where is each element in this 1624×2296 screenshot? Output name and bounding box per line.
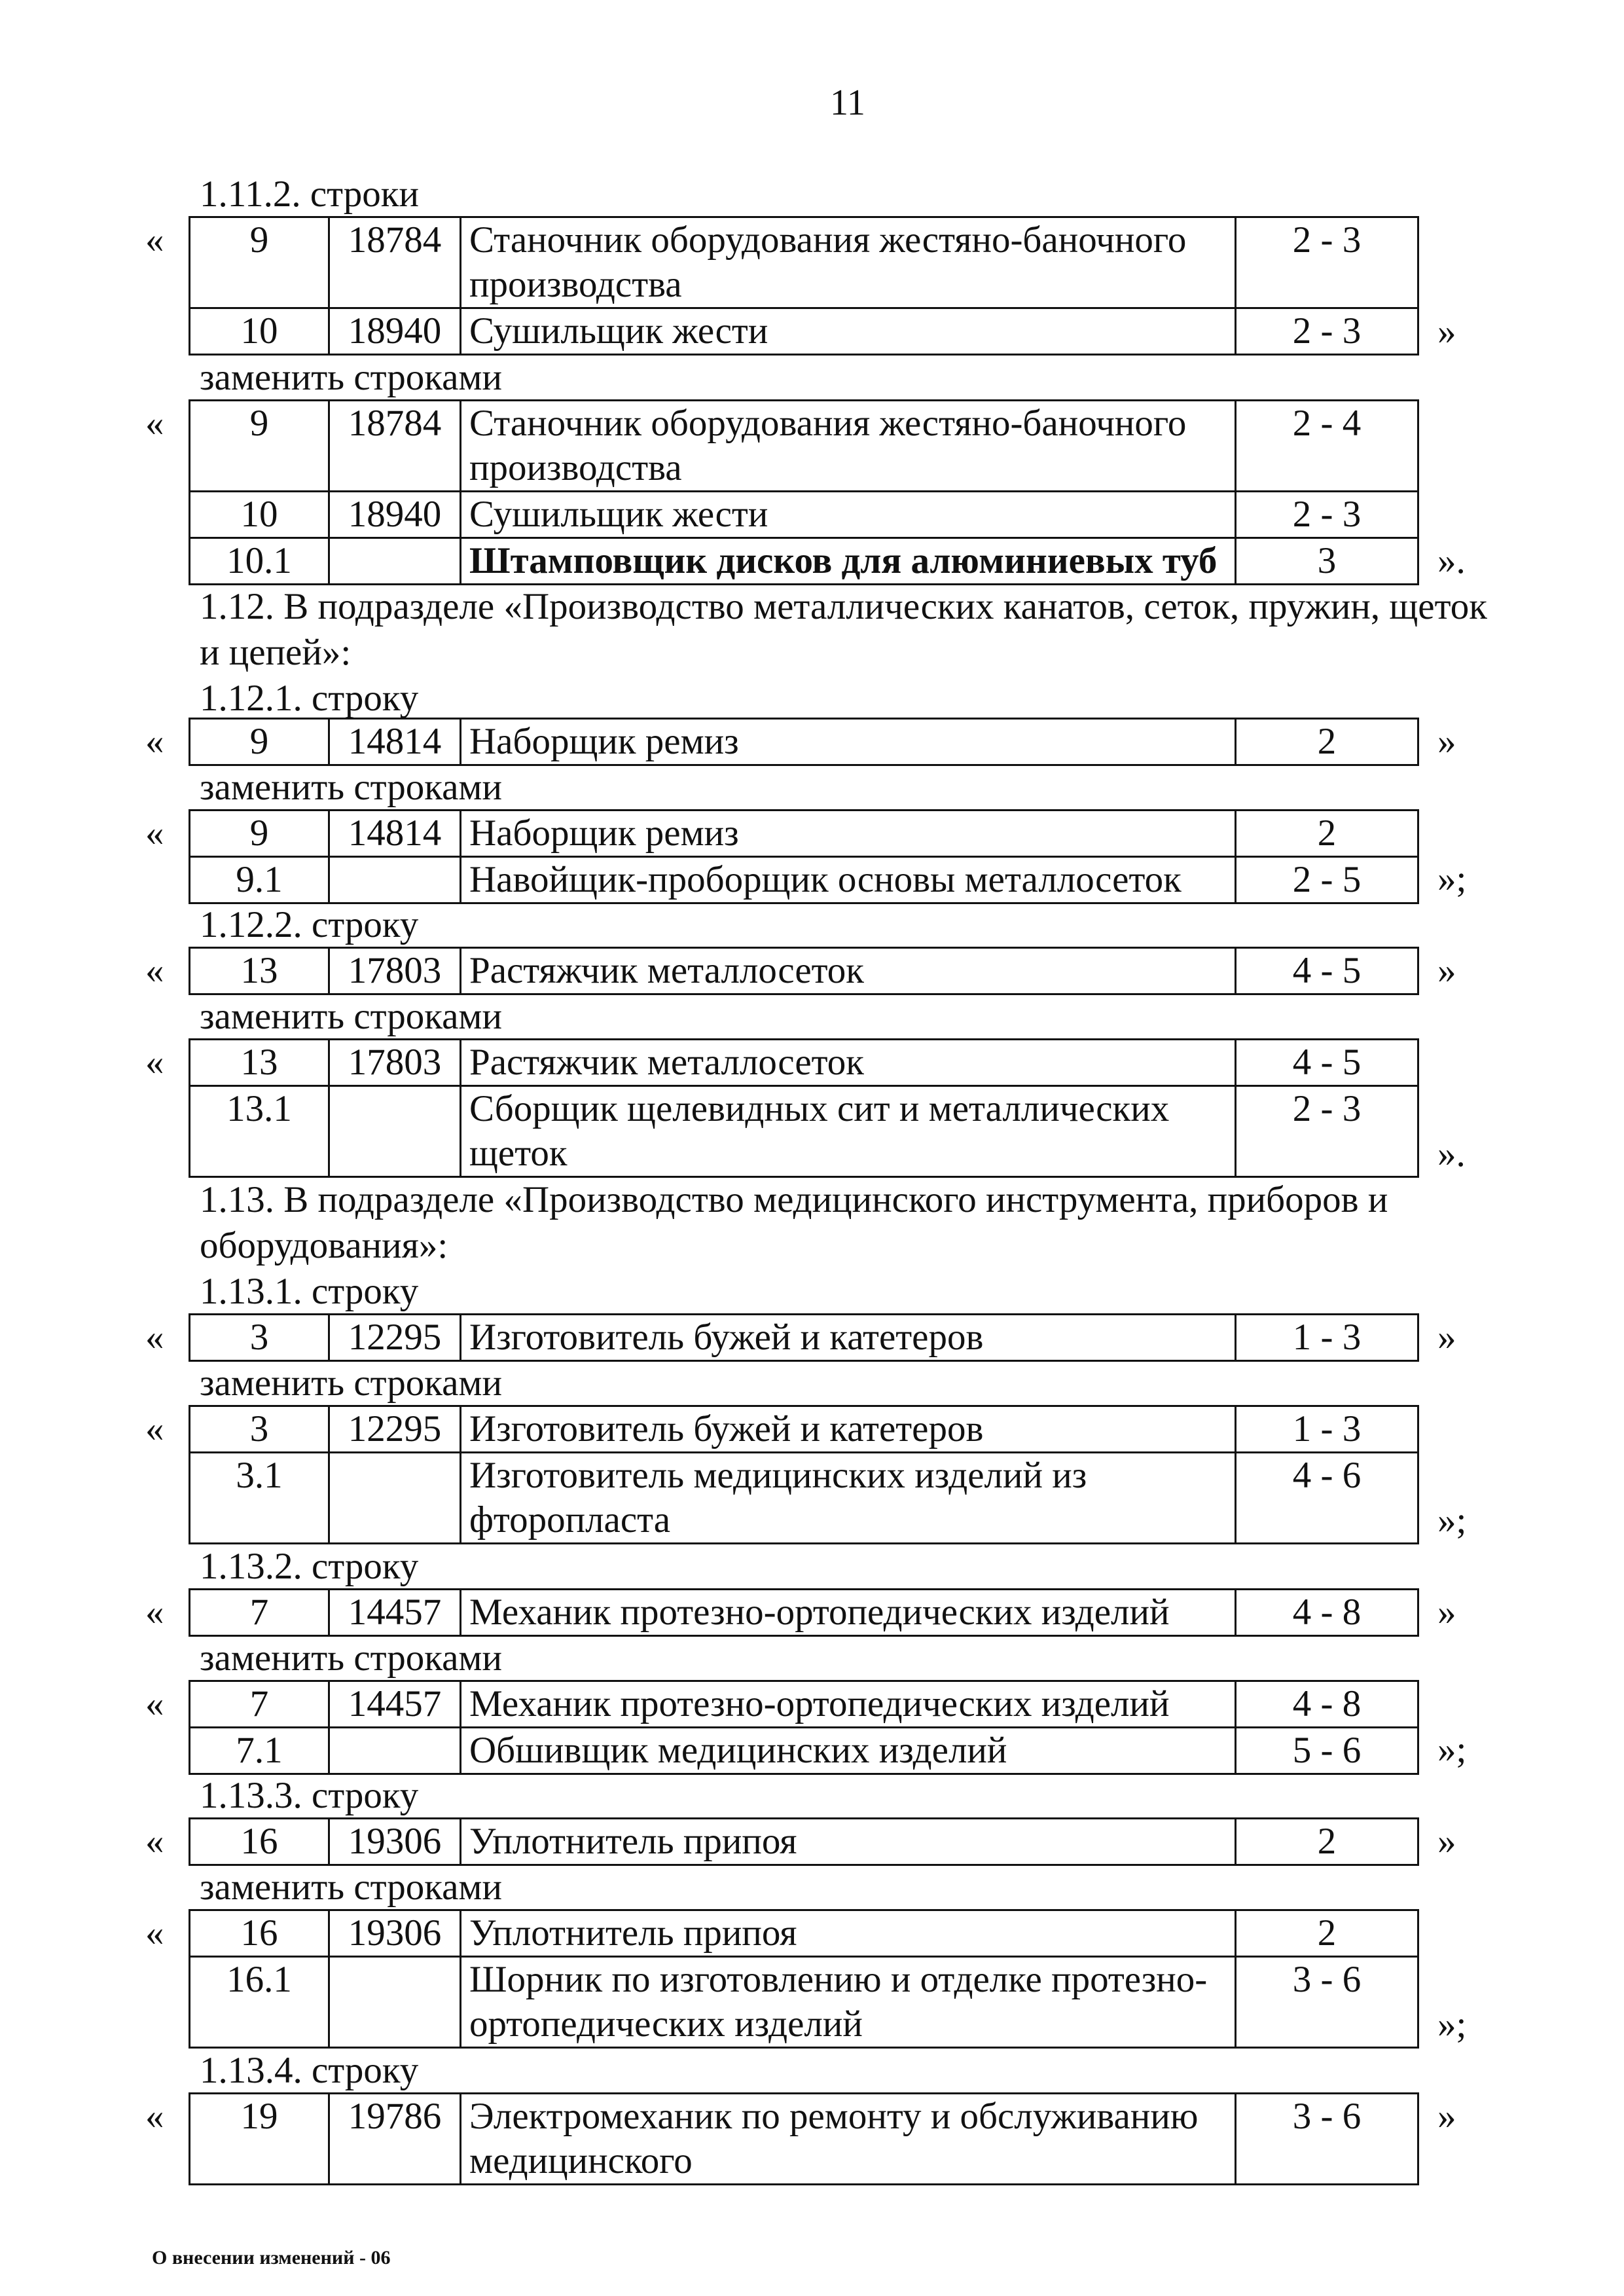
grade-range: 4 - 5 bbox=[1236, 1040, 1418, 1086]
section-1-13-1-label: 1.13.1. строку bbox=[200, 1271, 419, 1312]
quote-close: » bbox=[1437, 950, 1456, 991]
table-row bbox=[190, 308, 1418, 355]
grade-range: 5 - 6 bbox=[1236, 1728, 1418, 1774]
table-row bbox=[190, 1453, 1418, 1544]
grade-range: 2 bbox=[1236, 1819, 1418, 1865]
grade-range: 1 - 3 bbox=[1236, 1406, 1418, 1453]
profession-name: Станочник оборудования жестяно-баночного производства bbox=[461, 217, 1236, 308]
row-number: 7.1 bbox=[190, 1728, 329, 1774]
replace-label: заменить строками bbox=[200, 767, 502, 808]
profession-name: Механик протезно-ортопедических изделий bbox=[461, 1590, 1236, 1636]
profession-code: 18784 bbox=[329, 217, 461, 308]
change-table-3 bbox=[189, 718, 1419, 766]
change-table-1 bbox=[189, 216, 1419, 355]
quote-close: »; bbox=[1437, 858, 1467, 900]
profession-code: 19306 bbox=[329, 1819, 461, 1865]
table-row bbox=[190, 1590, 1418, 1636]
change-table-10 bbox=[189, 1680, 1419, 1775]
quote-open: « bbox=[145, 219, 164, 261]
row-number: 9 bbox=[190, 217, 329, 308]
row-number: 3.1 bbox=[190, 1453, 329, 1544]
profession-name: Наборщик ремиз bbox=[461, 719, 1236, 765]
change-table-8 bbox=[189, 1405, 1419, 1544]
quote-close: » bbox=[1437, 1317, 1456, 1358]
profession-code bbox=[329, 1453, 461, 1544]
profession-code: 17803 bbox=[329, 1040, 461, 1086]
change-table-2 bbox=[189, 399, 1419, 585]
row-number: 10 bbox=[190, 308, 329, 355]
row-number: 10 bbox=[190, 492, 329, 538]
table-row bbox=[190, 1086, 1418, 1177]
grade-range: 2 bbox=[1236, 719, 1418, 765]
quote-close: »; bbox=[1437, 1500, 1467, 1541]
row-number: 16.1 bbox=[190, 1957, 329, 2048]
section-1-12-heading-cont: и цепей»: bbox=[200, 632, 352, 673]
quote-open: « bbox=[145, 1317, 164, 1358]
profession-name: Сборщик щелевидных сит и металлических щеток bbox=[461, 1086, 1236, 1177]
profession-code bbox=[329, 857, 461, 903]
profession-name: Штамповщик дисков для алюминиевых туб bbox=[461, 538, 1236, 585]
section-1-12-2-label: 1.12.2. строку bbox=[200, 904, 419, 945]
profession-name: Растяжчик металлосеток bbox=[461, 1040, 1236, 1086]
profession-code: 14814 bbox=[329, 719, 461, 765]
change-table-12 bbox=[189, 1909, 1419, 2049]
grade-range: 4 - 6 bbox=[1236, 1453, 1418, 1544]
grade-range: 2 bbox=[1236, 811, 1418, 857]
section-1-13-4-label: 1.13.4. строку bbox=[200, 2050, 419, 2091]
page-number: 11 bbox=[830, 82, 865, 123]
grade-range: 2 - 3 bbox=[1236, 1086, 1418, 1177]
profession-name: Изготовитель медицинских изделий из фторопласта bbox=[461, 1453, 1236, 1544]
change-table-7 bbox=[189, 1313, 1419, 1362]
quote-close: » bbox=[1437, 1592, 1456, 1633]
quote-close: » bbox=[1437, 2096, 1456, 2137]
table-row bbox=[190, 538, 1418, 585]
quote-close: »; bbox=[1437, 1729, 1467, 1770]
grade-range: 3 - 6 bbox=[1236, 1957, 1418, 2048]
grade-range: 1 - 3 bbox=[1236, 1315, 1418, 1361]
profession-name: Сушильщик жести bbox=[461, 308, 1236, 355]
quote-close: ». bbox=[1437, 1133, 1466, 1175]
table-row bbox=[190, 1910, 1418, 1957]
table-row bbox=[190, 719, 1418, 765]
quote-open: « bbox=[145, 1408, 164, 1449]
quote-open: « bbox=[145, 950, 164, 991]
quote-close: » bbox=[1437, 1821, 1456, 1862]
quote-open: « bbox=[145, 812, 164, 854]
profession-code: 18940 bbox=[329, 308, 461, 355]
table-row bbox=[190, 1040, 1418, 1086]
row-number: 13 bbox=[190, 948, 329, 994]
quote-close: ». bbox=[1437, 540, 1466, 581]
table-row bbox=[190, 857, 1418, 903]
row-number: 10.1 bbox=[190, 538, 329, 585]
replace-label: заменить строками bbox=[200, 1637, 502, 1679]
profession-code: 18784 bbox=[329, 401, 461, 492]
quote-close: »; bbox=[1437, 2004, 1467, 2045]
grade-range: 2 bbox=[1236, 1910, 1418, 1957]
row-number: 3 bbox=[190, 1406, 329, 1453]
replace-label: заменить строками bbox=[200, 996, 502, 1037]
grade-range: 2 - 5 bbox=[1236, 857, 1418, 903]
row-number: 16 bbox=[190, 1910, 329, 1957]
grade-range: 2 - 3 bbox=[1236, 308, 1418, 355]
profession-code: 12295 bbox=[329, 1406, 461, 1453]
grade-range: 2 - 4 bbox=[1236, 401, 1418, 492]
section-1-12-heading: 1.12. В подразделе «Производство металлических канатов, сеток, пружин, щеток bbox=[200, 586, 1487, 627]
row-number: 13.1 bbox=[190, 1086, 329, 1177]
profession-code bbox=[329, 1086, 461, 1177]
row-number: 7 bbox=[190, 1590, 329, 1636]
profession-code: 12295 bbox=[329, 1315, 461, 1361]
table-row bbox=[190, 2094, 1418, 2185]
change-table-5 bbox=[189, 947, 1419, 995]
quote-close: » bbox=[1437, 311, 1456, 352]
grade-range: 4 - 5 bbox=[1236, 948, 1418, 994]
profession-code bbox=[329, 1957, 461, 2048]
profession-name: Навойщик-проборщик основы металлосеток bbox=[461, 857, 1236, 903]
profession-code: 19786 bbox=[329, 2094, 461, 2185]
change-table-13 bbox=[189, 2092, 1419, 2185]
row-number: 9 bbox=[190, 811, 329, 857]
grade-range: 3 bbox=[1236, 538, 1418, 585]
footer-note: О внесении изменений - 06 bbox=[152, 2247, 391, 2269]
row-number: 13 bbox=[190, 1040, 329, 1086]
quote-open: « bbox=[145, 1912, 164, 1954]
row-number: 9.1 bbox=[190, 857, 329, 903]
profession-name: Изготовитель бужей и катетеров bbox=[461, 1406, 1236, 1453]
table-row bbox=[190, 217, 1418, 308]
table-row bbox=[190, 948, 1418, 994]
profession-name: Уплотнитель припоя bbox=[461, 1819, 1236, 1865]
quote-open: « bbox=[145, 1042, 164, 1083]
profession-code bbox=[329, 1728, 461, 1774]
section-1-11-2-label: 1.11.2. строки bbox=[200, 173, 419, 215]
grade-range: 2 - 3 bbox=[1236, 217, 1418, 308]
change-table-4 bbox=[189, 809, 1419, 904]
grade-range: 4 - 8 bbox=[1236, 1681, 1418, 1728]
quote-close: » bbox=[1437, 721, 1456, 762]
profession-code: 18940 bbox=[329, 492, 461, 538]
profession-name: Сушильщик жести bbox=[461, 492, 1236, 538]
section-1-13-2-label: 1.13.2. строку bbox=[200, 1546, 419, 1587]
table-row bbox=[190, 492, 1418, 538]
row-number: 9 bbox=[190, 401, 329, 492]
table-row bbox=[190, 1681, 1418, 1728]
row-number: 7 bbox=[190, 1681, 329, 1728]
row-number: 9 bbox=[190, 719, 329, 765]
profession-name: Станочник оборудования жестяно-баночного производства bbox=[461, 401, 1236, 492]
profession-name: Растяжчик металлосеток bbox=[461, 948, 1236, 994]
quote-open: « bbox=[145, 1592, 164, 1633]
quote-open: « bbox=[145, 1821, 164, 1862]
grade-range: 3 - 6 bbox=[1236, 2094, 1418, 2185]
section-1-13-3-label: 1.13.3. строку bbox=[200, 1775, 419, 1816]
grade-range: 4 - 8 bbox=[1236, 1590, 1418, 1636]
row-number: 19 bbox=[190, 2094, 329, 2185]
quote-open: « bbox=[145, 403, 164, 444]
table-row bbox=[190, 811, 1418, 857]
quote-open: « bbox=[145, 1683, 164, 1724]
replace-label: заменить строками bbox=[200, 357, 502, 398]
quote-open: « bbox=[145, 721, 164, 762]
profession-name: Обшивщик медицинских изделий bbox=[461, 1728, 1236, 1774]
replace-label: заменить строками bbox=[200, 1362, 502, 1404]
table-row bbox=[190, 1406, 1418, 1453]
section-1-13-heading: 1.13. В подразделе «Производство медицинского инструмента, приборов и bbox=[200, 1179, 1388, 1220]
profession-code: 17803 bbox=[329, 948, 461, 994]
section-1-13-heading-cont: оборудования»: bbox=[200, 1225, 448, 1266]
table-row bbox=[190, 1728, 1418, 1774]
change-table-11 bbox=[189, 1817, 1419, 1866]
replace-label: заменить строками bbox=[200, 1867, 502, 1908]
table-row bbox=[190, 1957, 1418, 2048]
profession-code: 14457 bbox=[329, 1681, 461, 1728]
section-1-12-1-label: 1.12.1. строку bbox=[200, 678, 419, 719]
table-row bbox=[190, 401, 1418, 492]
profession-name: Электромеханик по ремонту и обслуживанию медицинского bbox=[461, 2094, 1236, 2185]
profession-code: 19306 bbox=[329, 1910, 461, 1957]
profession-code: 14457 bbox=[329, 1590, 461, 1636]
change-table-6 bbox=[189, 1038, 1419, 1178]
quote-open: « bbox=[145, 2096, 164, 2137]
profession-code bbox=[329, 538, 461, 585]
row-number: 3 bbox=[190, 1315, 329, 1361]
profession-name: Механик протезно-ортопедических изделий bbox=[461, 1681, 1236, 1728]
profession-name: Шорник по изготовлению и отделке протезно-ортопедических изделий bbox=[461, 1957, 1236, 2048]
row-number: 16 bbox=[190, 1819, 329, 1865]
table-row bbox=[190, 1819, 1418, 1865]
profession-code: 14814 bbox=[329, 811, 461, 857]
change-table-9 bbox=[189, 1588, 1419, 1637]
table-row bbox=[190, 1315, 1418, 1361]
profession-name: Наборщик ремиз bbox=[461, 811, 1236, 857]
profession-name: Уплотнитель припоя bbox=[461, 1910, 1236, 1957]
profession-name: Изготовитель бужей и катетеров bbox=[461, 1315, 1236, 1361]
grade-range: 2 - 3 bbox=[1236, 492, 1418, 538]
